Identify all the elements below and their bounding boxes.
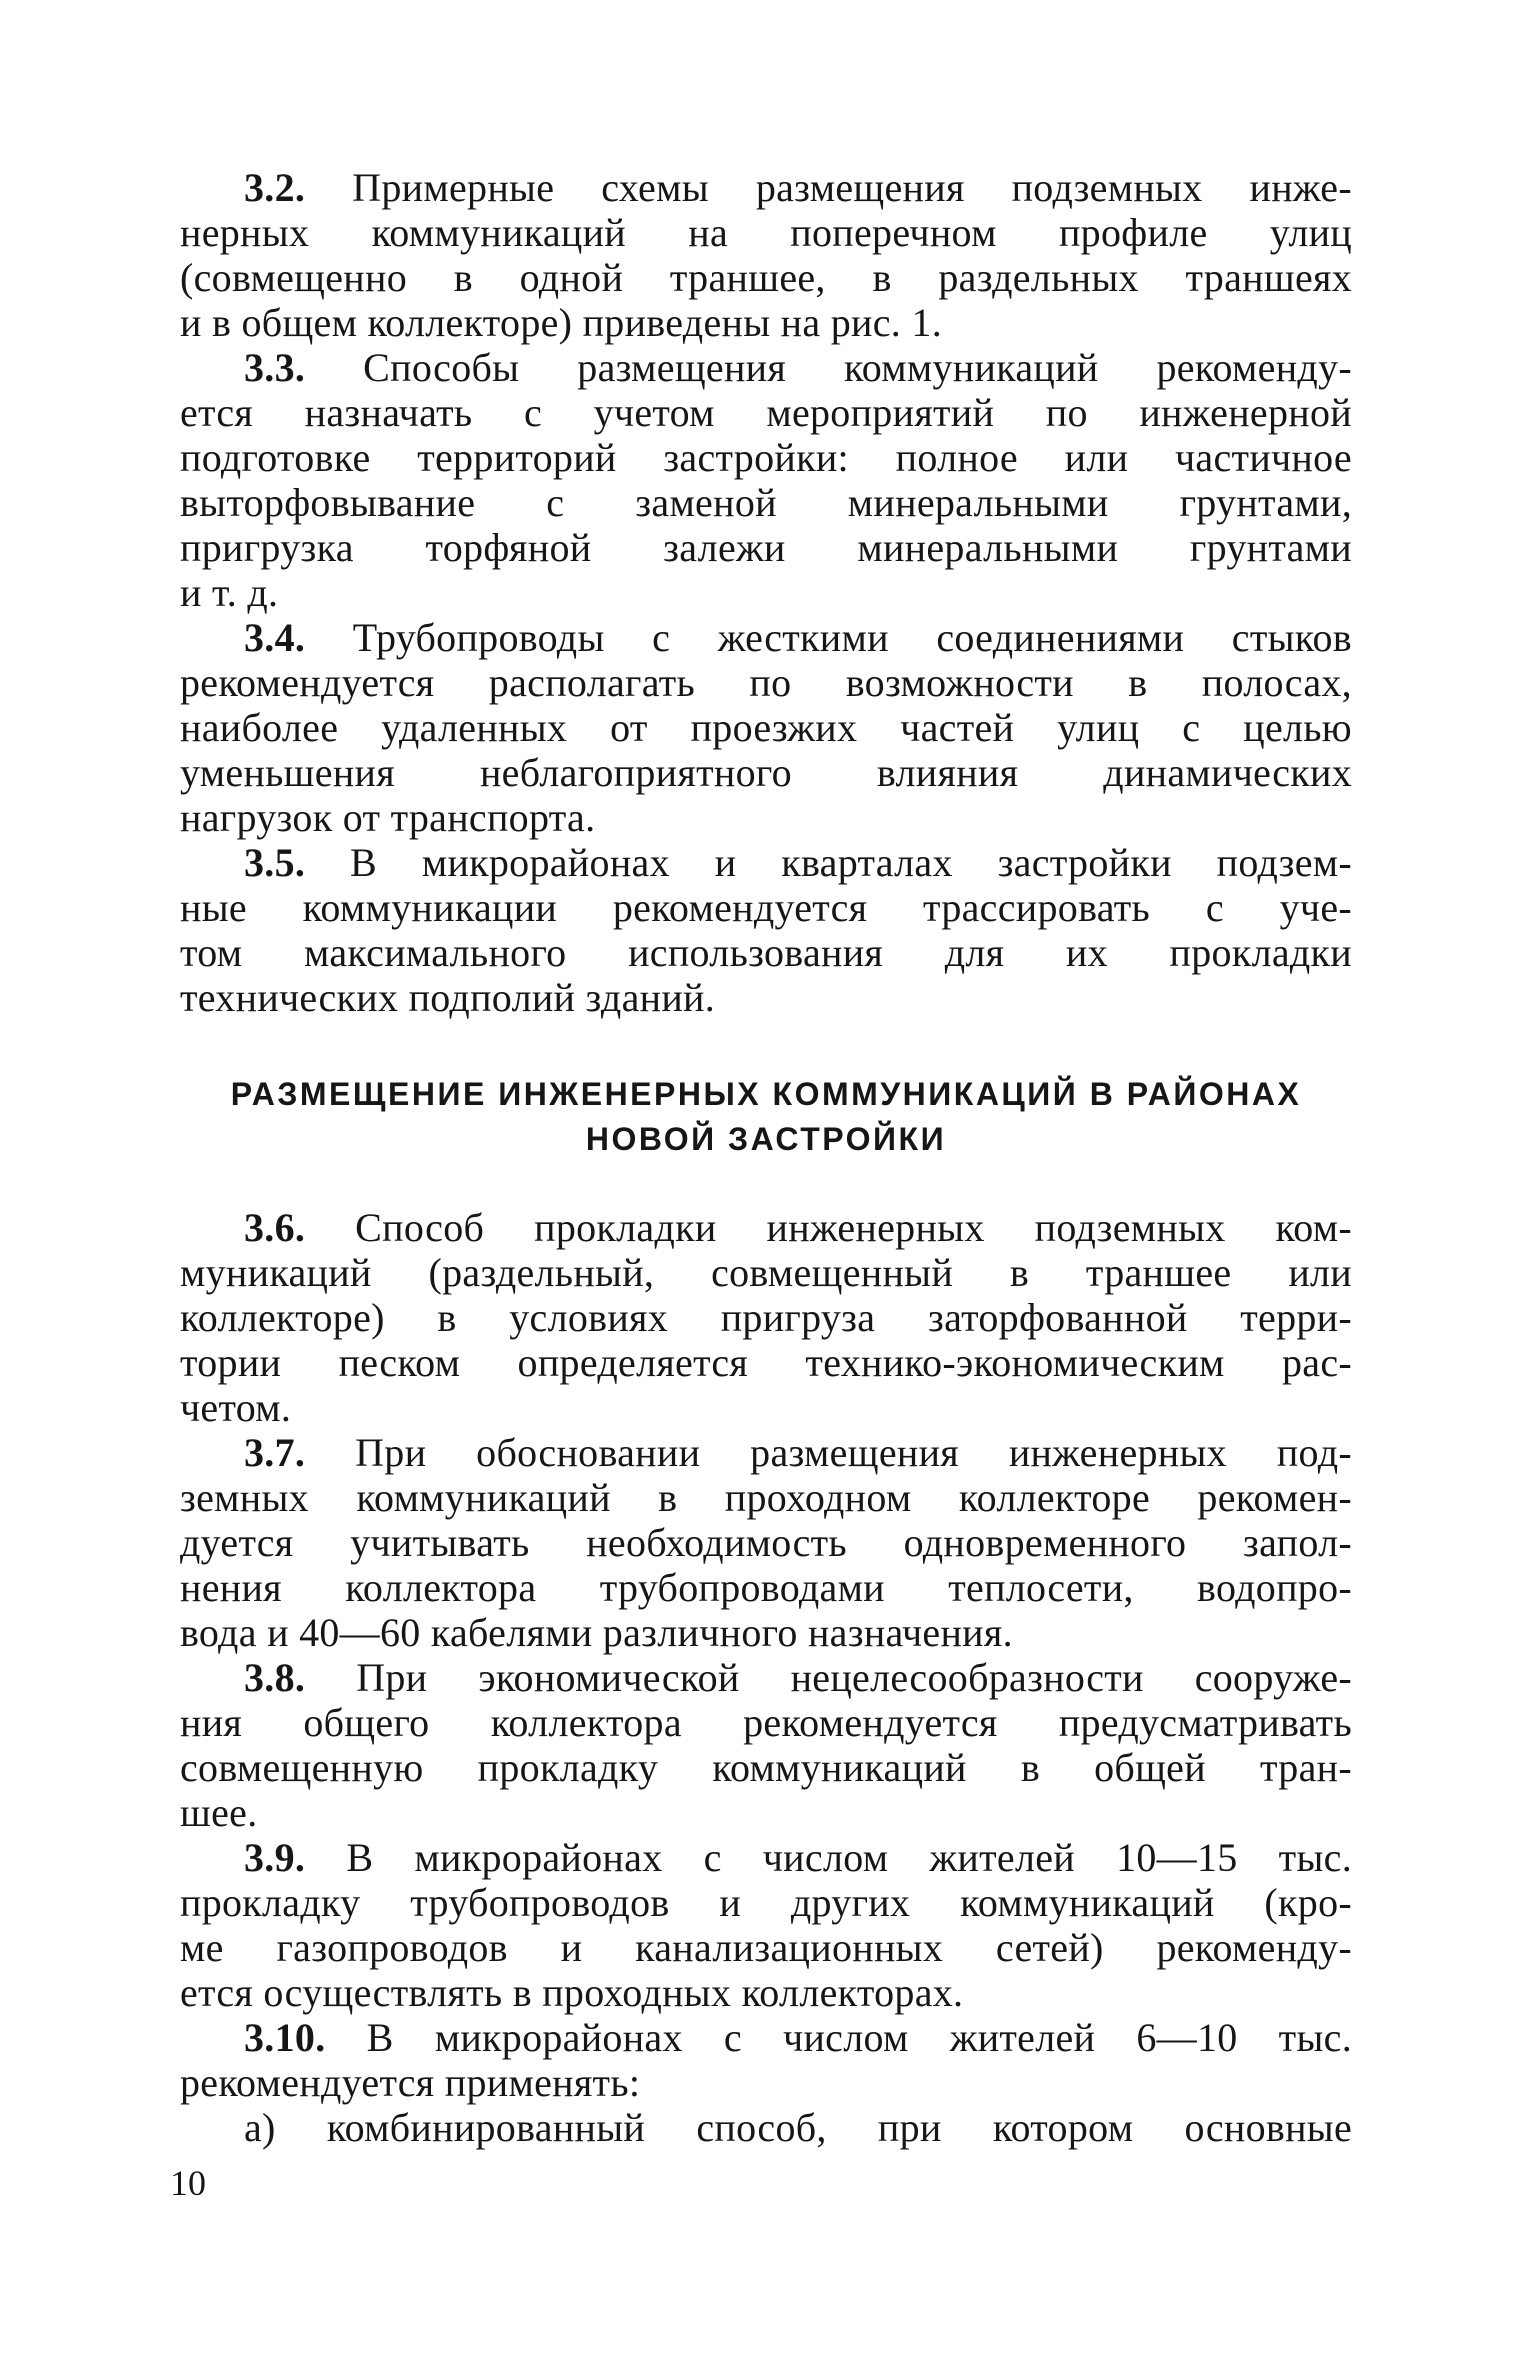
paragraph-3-5-line-4: технических подполий зданий. [180, 975, 716, 1020]
page-number: 10 [170, 2163, 206, 2203]
paragraph-3-5-line-3: том максимального использования для их прокладки [180, 930, 1352, 975]
paragraph-3-10-line-2: рекомендуется применять: [180, 2060, 641, 2105]
paragraph-3-6-line-1: 3.6. Способ прокладки инженерных подземных ком- [244, 1205, 1352, 1250]
paragraph-3-3-line-4: выторфовывание с заменой минеральными грунтами, [180, 480, 1352, 525]
paragraph-3-2-line-3: (совмещенно в одной траншее, в раздельных траншеях [180, 255, 1352, 300]
paragraph-3-6-line-4: тории песком определяется технико-экономическим рас- [180, 1340, 1352, 1385]
paragraph-3-8-line-3: совмещенную прокладку коммуникаций в общей тран- [180, 1745, 1352, 1790]
paragraph-3-5-line-2: ные коммуникации рекомендуется трассировать с уче- [180, 885, 1352, 930]
section-heading-line-2: НОВОЙ ЗАСТРОЙКИ [585, 1121, 947, 1157]
paragraph-3-3-line-3: подготовке территорий застройки: полное или частичное [180, 435, 1352, 480]
paragraph-3-2-line-4: и в общем коллекторе) приведены на рис. 1. [180, 300, 942, 345]
paragraph-3-5-line-1: 3.5. В микрорайонах и кварталах застройки подзем- [244, 840, 1352, 885]
paragraph-3-4-line-4: уменьшения неблагоприятного влияния динамических [180, 750, 1352, 795]
paragraph-3-8-line-1: 3.8. При экономической нецелесообразности сооруже- [244, 1655, 1352, 1700]
paragraph-3-7-line-3: дуется учитывать необходимость одновременного запол- [180, 1520, 1352, 1565]
paragraph-3-4-line-1: 3.4. Трубопроводы с жесткими соединениями стыков [244, 615, 1352, 660]
paragraph-3-3-line-6: и т. д. [180, 570, 279, 615]
paragraph-3-3-line-1: 3.3. Способы размещения коммуникаций рекоменду- [244, 345, 1352, 390]
paragraph-3-8-line-4: шее. [180, 1790, 258, 1835]
paragraph-3-4-line-3: наиболее удаленных от проезжих частей улиц с целью [180, 705, 1352, 750]
paragraph-3-10-line-1: 3.10. В микрорайонах с числом жителей 6—10 тыс. [244, 2015, 1352, 2060]
paragraph-3-3-line-2: ется назначать с учетом мероприятий по инженерной [180, 390, 1352, 435]
paragraph-number: 3.5. [244, 840, 306, 885]
paragraph-3-6-line-5: четом. [180, 1385, 292, 1430]
paragraph-3-7-line-4: нения коллектора трубопроводами теплосети, водопро- [180, 1565, 1352, 1610]
paragraph-number: 3.2. [244, 165, 306, 210]
paragraph-3-4-line-5: нагрузок от транспорта. [180, 795, 596, 840]
paragraph-3-9-line-4: ется осуществлять в проходных коллекторах. [180, 1970, 964, 2015]
paragraph-3-2-line-2: нерных коммуникаций на поперечном профиле улиц [180, 210, 1352, 255]
paragraph-3-3-line-5: пригрузка торфяной залежи минеральными грунтами [180, 525, 1352, 570]
paragraph-number: 3.4. [244, 615, 306, 660]
paragraph-3-6-line-3: коллекторе) в условиях пригруза заторфованной терри- [180, 1295, 1352, 1340]
paragraph-3-7-line-5: вода и 40—60 кабелями различного назначения. [180, 1610, 1013, 1655]
paragraph-3-7-line-1: 3.7. При обосновании размещения инженерных под- [244, 1430, 1352, 1475]
paragraph-number: 3.10. [244, 2015, 326, 2060]
paragraph-3-9-line-3: ме газопроводов и канализационных сетей) рекоменду- [180, 1925, 1352, 1970]
paragraph-number: 3.3. [244, 345, 306, 390]
paragraph-3-8-line-2: ния общего коллектора рекомендуется предусматривать [180, 1700, 1352, 1745]
paragraph-3-9-line-2: прокладку трубопроводов и других коммуникаций (кро- [180, 1880, 1352, 1925]
paragraph-number: 3.7. [244, 1430, 306, 1475]
paragraph-number: 3.9. [244, 1835, 306, 1880]
list-item-a: а) комбинированный способ, при котором основные [244, 2105, 1352, 2150]
paragraph-3-2-line-1: 3.2. Примерные схемы размещения подземных инже- [244, 165, 1352, 210]
paragraph-3-9-line-1: 3.9. В микрорайонах с числом жителей 10—15 тыс. [244, 1835, 1352, 1880]
section-heading-line-1: РАЗМЕЩЕНИЕ ИНЖЕНЕРНЫХ КОММУНИКАЦИЙ В РАЙОНАХ [230, 1076, 1302, 1112]
paragraph-number: 3.8. [244, 1655, 306, 1700]
paragraph-3-4-line-2: рекомендуется располагать по возможности в полосах, [180, 660, 1352, 705]
paragraph-number: 3.6. [244, 1205, 306, 1250]
paragraph-3-6-line-2: муникаций (раздельный, совмещенный в траншее или [180, 1250, 1352, 1295]
paragraph-3-7-line-2: земных коммуникаций в проходном коллекторе рекомен- [180, 1475, 1352, 1520]
